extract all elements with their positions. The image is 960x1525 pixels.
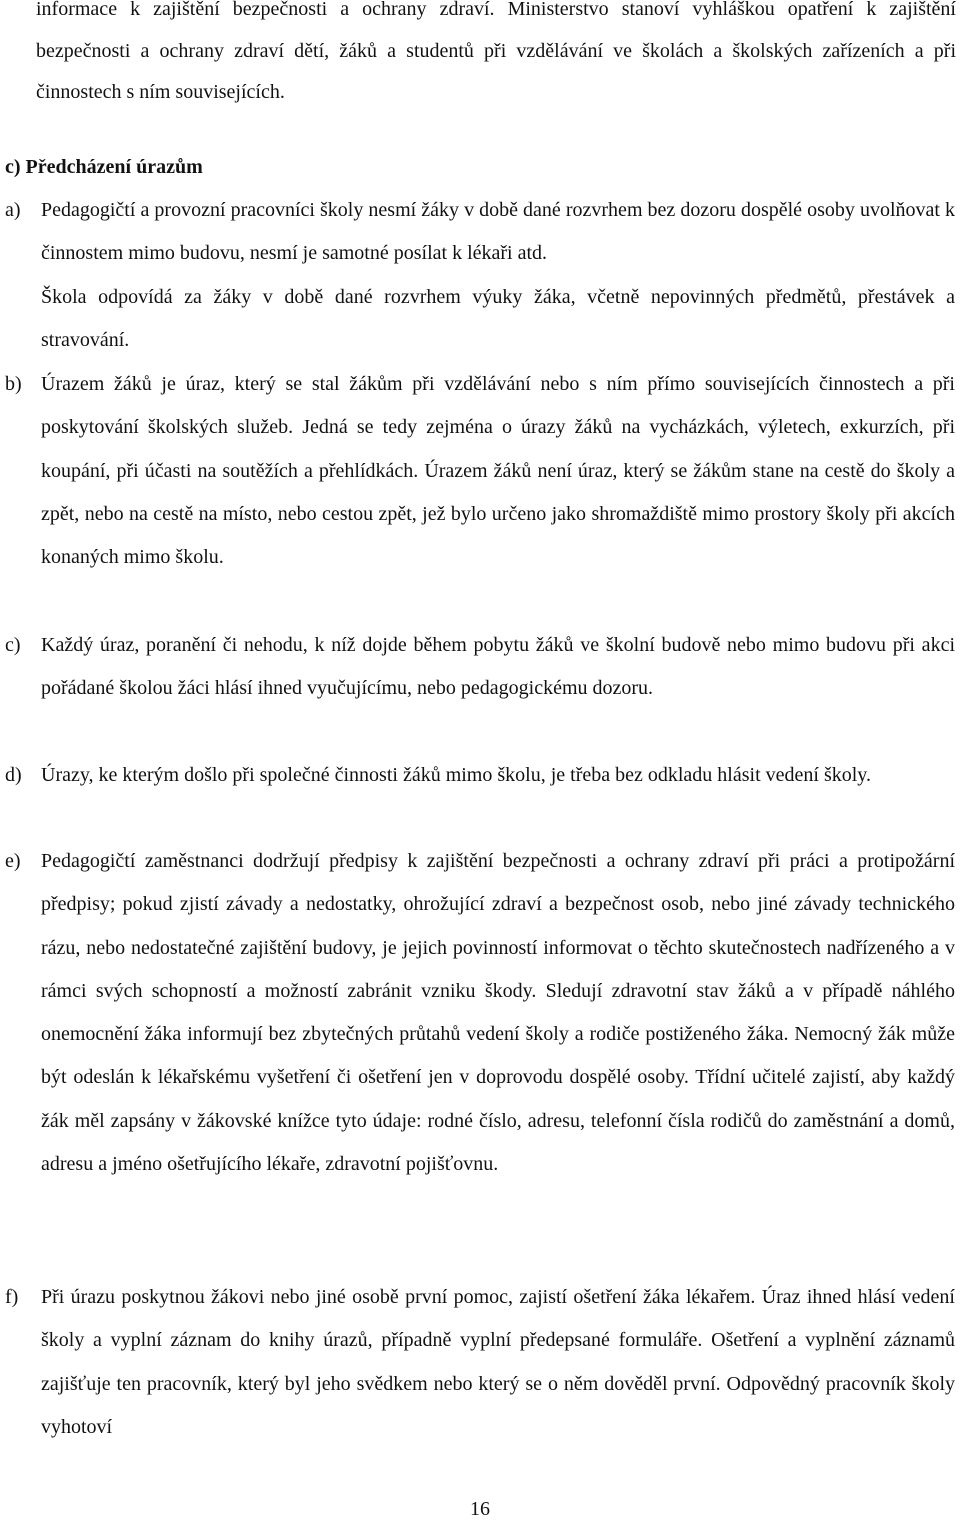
section-heading: c) Předcházení úrazům [5,156,203,178]
list-item-paragraph: Úrazy, ke kterým došlo při společné činnosti žáků mimo školu, je třeba bez odkladu hlásit vedení školy. [41,764,871,786]
list-item-paragraph: Každý úraz, poranění či nehodu, k níž dojde během pobytu žáků ve školní budově nebo mimo budovu při akci pořádané školou žáci hlásí ihned vyučujícímu, nebo pedagogickému dozoru. [41,634,955,700]
list-item-body [41,624,955,711]
list-item-body [41,840,955,1186]
list-item-paragraph: Při úrazu poskytnou žákovi nebo jiné osobě první pomoc, zajistí ošetření žáka lékařem. Úraz ihned hlásí vedení školy a vyplní záznam do knihy úrazů, případně vyplní předepsané formuláře. Ošetření a vyplnění záznamů zajišťuje ten pracovník, který byl jeho svědkem nebo který se o něm dověděl první. Odpovědný pracovník školy vyhotoví [41,1286,955,1438]
intro-paragraph [36,0,956,114]
list-item-paragraph: Pedagogičtí a provozní pracovníci školy nesmí žáky v době dané rozvrhem bez dozoru dospělé osoby uvolňovat k činnostem mimo budovu, nesmí je samotné posílat k lékaři atd. [41,199,955,265]
list-item-f [5,1276,955,1449]
list-item-d [5,754,955,797]
list-item-paragraph: Škola odpovídá za žáky v době dané rozvrhem výuky žáka, včetně nepovinných předmětů, přestávek a stravování. [41,285,955,351]
list-item-e [5,840,955,1186]
list-item-c [5,624,955,711]
list-item-a [5,189,955,362]
list-marker: c) [5,634,21,656]
list-item-body [41,363,955,579]
list-marker: b) [5,373,22,395]
list-item-body [41,1276,955,1449]
list-item-body [41,189,955,362]
list-marker: e) [5,850,21,872]
list-item-paragraph: Pedagogičtí zaměstnanci dodržují předpisy k zajištění bezpečnosti a ochrany zdraví při práci a protipožární předpisy; pokud zjistí závady a nedostatky, ohrožující zdraví a bezpečnost osob, nebo jiné závady technického rázu, nebo nedostatečné zajištění budovy, je jejich povinností informovat o těchto skutečnostech nadřízeného a v rámci svých schopností a možností zabránit vzniku škody. Sledují zdravotní stav žáků a v případě náhlého onemocnění žáka informují bez zbytečných průtahů vedení školy a rodiče postiženého žáka. Nemocný žák může být odeslán k lékařskému vyšetření či ošetření jen v doprovodu dospělé osoby. Třídní učitelé zajistí, aby každý žák měl zapsány v žákovské knížce tyto údaje: rodné číslo, adresu, telefonní čísla rodičů do zaměstnání a domů, adresu a jméno ošetřujícího lékaře, zdravotní pojišťovnu. [41,850,955,1176]
list-item-b [5,363,955,579]
page-number: 16 [470,1498,490,1520]
intro-text: informace k zajištění bezpečnosti a ochrany zdraví. Ministerstvo stanoví vyhláškou opatření k zajištění bezpečnosti a ochrany zdraví dětí, žáků a studentů při vzdělávání ve školách a školských zařízeních a při činnostech s ním souvisejících. [36,0,956,103]
list-marker: a) [5,199,21,221]
list-marker: f) [5,1286,19,1308]
list-item-body [41,754,955,797]
list-marker: d) [5,764,22,786]
list-item-paragraph: Úrazem žáků je úraz, který se stal žákům při vzdělávání nebo s ním přímo souvisejících činnostech a při poskytování školských služeb. Jedná se tedy zejména o úrazy žáků na vycházkách, výletech, exkurzích, při koupání, při účasti na soutěžích a přehlídkách. Úrazem žáků není úraz, který se žákům stane na cestě do školy a zpět, nebo na cestě na místo, nebo cestou zpět, jež bylo určeno jako shromaždiště mimo prostory školy při akcích konaných mimo školu. [41,373,955,569]
